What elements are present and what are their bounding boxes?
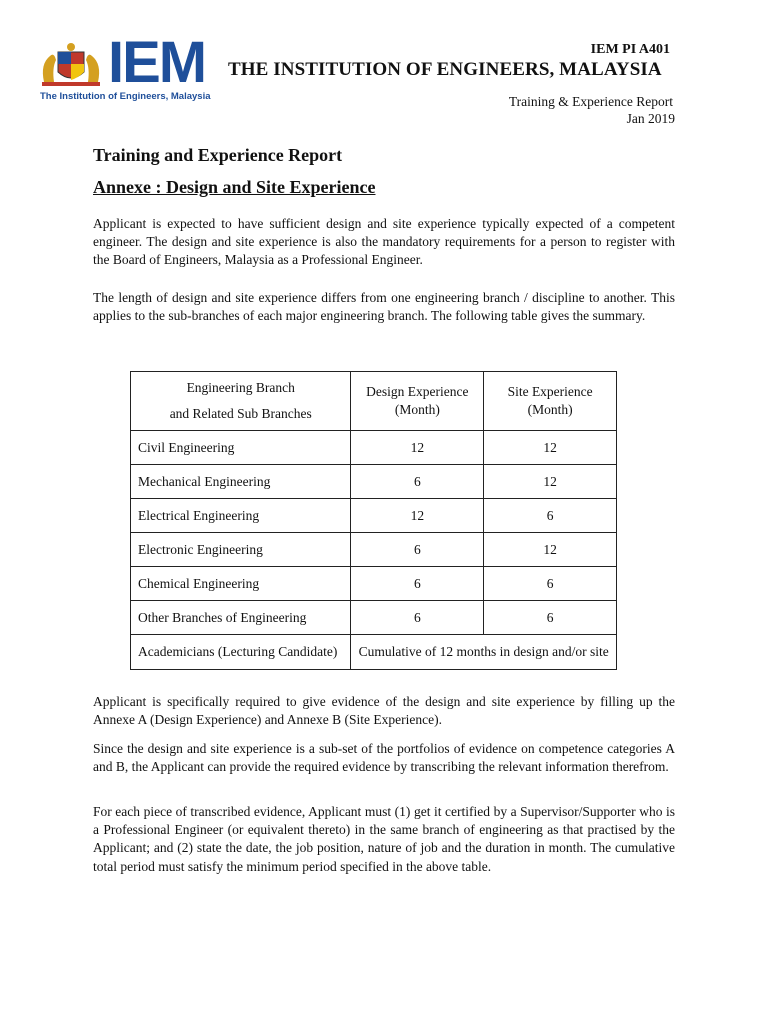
- iem-logo: [36, 30, 228, 106]
- header-design: Design Experience (Month): [351, 372, 484, 431]
- cell-design: 6: [351, 465, 484, 499]
- table-row: [131, 567, 617, 601]
- cell-design: 6: [351, 601, 484, 635]
- cell-design: 12: [351, 499, 484, 533]
- cell-combined: Cumulative of 12 months in design and/or site: [351, 635, 617, 670]
- header-site: Site Experience (Month): [484, 372, 617, 431]
- cell-branch: Academicians (Lecturing Candidate): [131, 635, 351, 670]
- cell-site: 6: [484, 601, 617, 635]
- cell-branch: Mechanical Engineering: [131, 465, 351, 499]
- table-header-row: [131, 372, 617, 431]
- cell-site: 12: [484, 533, 617, 567]
- report-date: Jan 2019: [626, 111, 675, 126]
- coat-of-arms-icon: [36, 42, 106, 88]
- table-row: [131, 601, 617, 635]
- page-subtitle: Annexe : Design and Site Experience: [93, 177, 376, 197]
- document-code: IEM PI A401: [590, 42, 670, 57]
- cell-branch: Civil Engineering: [131, 431, 351, 465]
- page-title: Training and Experience Report: [93, 145, 343, 165]
- cell-site: 12: [484, 431, 617, 465]
- cell-design: 6: [351, 567, 484, 601]
- closing-paragraph-1: Applicant is specifically required to give evidence of the design and site experience by filling up the Annexe A (Design Experience) and Annexe B (Site Experience).: [93, 694, 675, 728]
- table-row: [131, 431, 617, 465]
- intro-paragraph-2: The length of design and site experience differs from one engineering branch / discipline to another. This applies to the sub-branches of each major engineering branch. The following table gives the summary.: [93, 290, 675, 324]
- report-label: Training & Experience Report: [508, 94, 673, 109]
- logo-caption: The Institution of Engineers, Malaysia: [40, 91, 211, 102]
- header-branch-line2: and Related Sub Branches: [169, 406, 312, 421]
- header-branch-line1: Engineering Branch: [186, 380, 295, 395]
- cell-design: 6: [351, 533, 484, 567]
- closing-paragraph-3: For each piece of transcribed evidence, Applicant must (1) get it certified by a Supervisor/Supporter who is a Professional Engineer (or equivalent thereto) in the same branch of engineering as that practised by the Applicant; and (2) state the date, the job position, nature of job and the duration in month. The cumulative total period must satisfy the minimum period specified in the above table.: [93, 804, 675, 874]
- table-row: [131, 533, 617, 567]
- cell-branch: Other Branches of Engineering: [131, 601, 351, 635]
- cell-branch: Electrical Engineering: [131, 499, 351, 533]
- experience-table: [130, 371, 617, 670]
- cell-site: 6: [484, 567, 617, 601]
- cell-site: 12: [484, 465, 617, 499]
- cell-branch: Electronic Engineering: [131, 533, 351, 567]
- cell-branch: Chemical Engineering: [131, 567, 351, 601]
- header-branch: [131, 372, 351, 431]
- table-row: [131, 465, 617, 499]
- intro-paragraph-1: Applicant is expected to have sufficient design and site experience typically expected of a competent engineer. The design and site experience is also the mandatory requirements for a person to register with the Board of Engineers, Malaysia as a Professional Engineer.: [93, 216, 675, 268]
- cell-site: 6: [484, 499, 617, 533]
- table-row-academicians: [131, 635, 617, 670]
- organization-name: THE INSTITUTION OF ENGINEERS, MALAYSIA: [228, 59, 662, 80]
- table-row: [131, 499, 617, 533]
- closing-paragraph-2: Since the design and site experience is a sub-set of the portfolios of evidence on competence categories A and B, the Applicant can provide the required evidence by transcribing the relevant information therefrom.: [93, 741, 675, 775]
- logo-mark: IEM: [108, 30, 206, 95]
- cell-design: 12: [351, 431, 484, 465]
